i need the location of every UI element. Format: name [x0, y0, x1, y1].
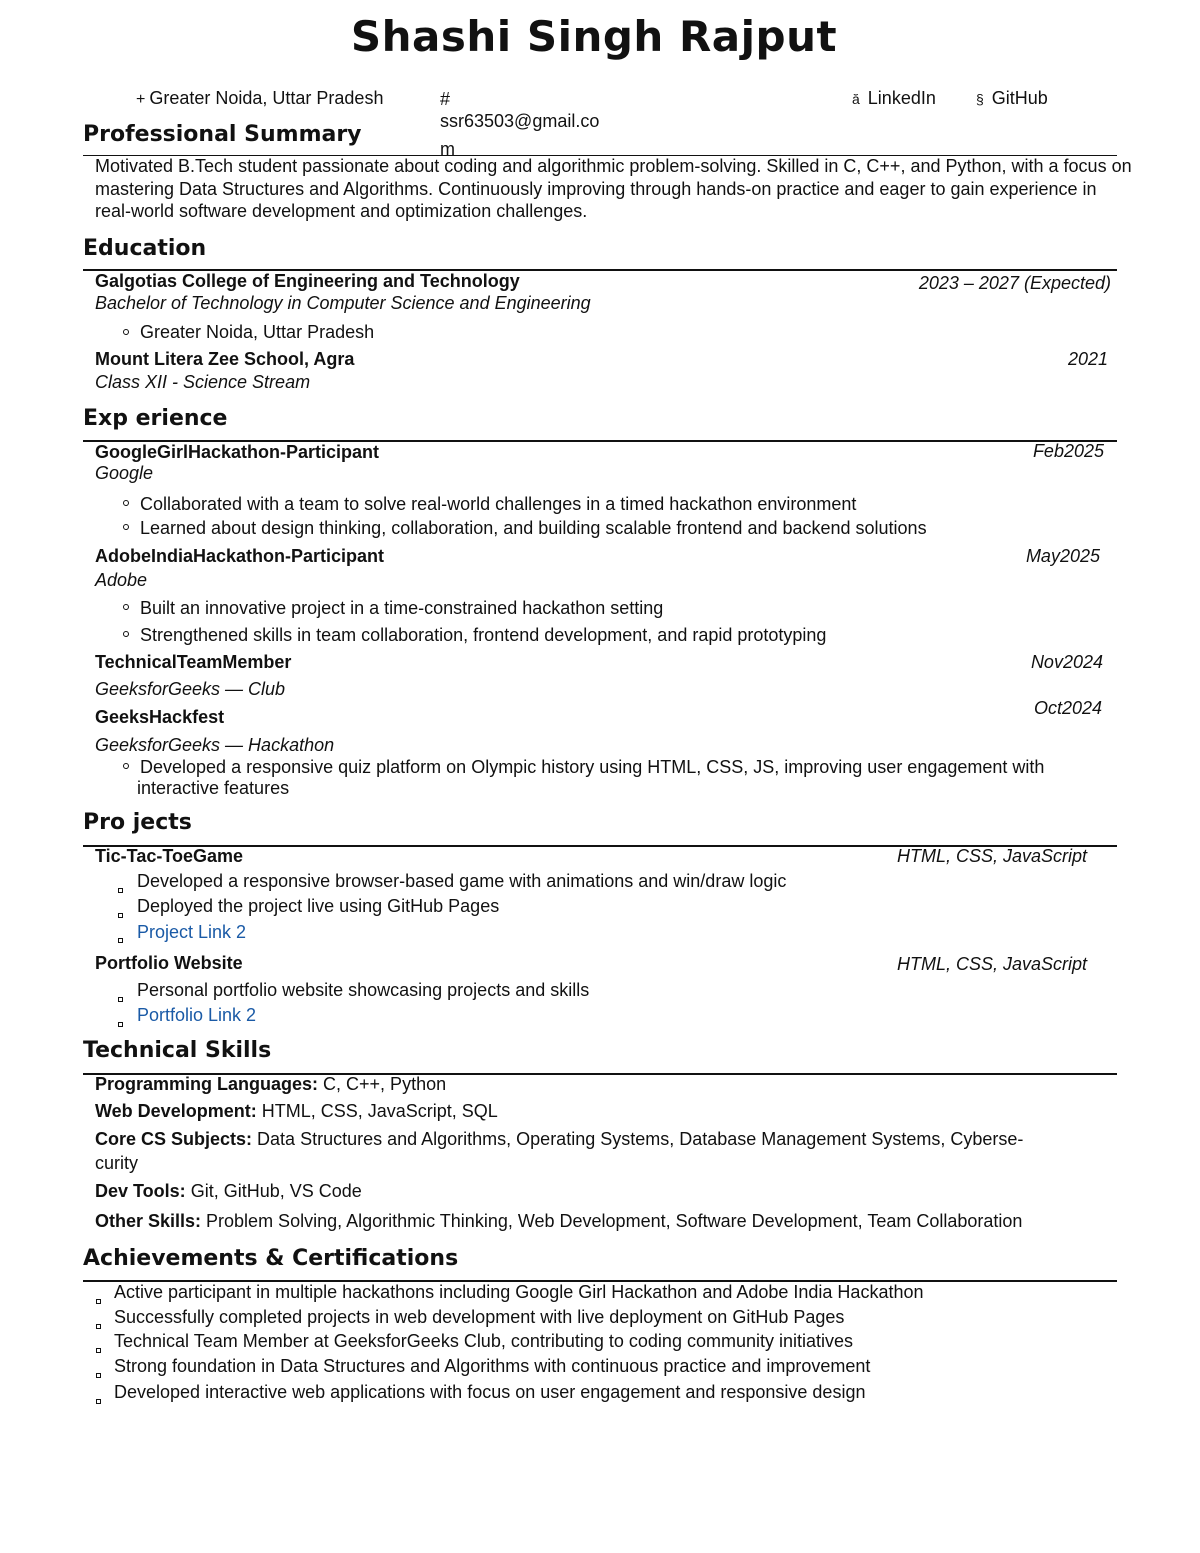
email-tail: m [440, 139, 455, 159]
edu-degree: Class XII - Science Stream [95, 372, 311, 392]
exp-bullet: Collaborated with a team to solve real-world challenges in a timed hackathon environment [140, 494, 857, 514]
project-bullet: Deployed the project live using GitHub Pages [137, 896, 500, 916]
exp-bullet: Built an innovative project in a time-constrained hackathon setting [140, 598, 664, 618]
exp-bullet-continued: interactive features [137, 778, 290, 798]
skill-label: Programming Languages: [95, 1074, 319, 1094]
exp-date: May2025 [1025, 546, 1100, 566]
exp-date: Feb2025 [1032, 441, 1104, 461]
achievement-item: Technical Team Member at GeeksforGeeks Club, contributing to coding community initiatives [114, 1331, 854, 1351]
bullet-circle-icon [123, 524, 129, 530]
bullet-square-icon [118, 997, 123, 1002]
exp-date: Nov2024 [1030, 652, 1103, 672]
project-bullet: Personal portfolio website showcasing projects and skills [137, 980, 590, 1000]
skill-row [95, 1129, 1023, 1150]
exp-role: AdobeIndiaHackathon-Participant [95, 546, 385, 566]
resume-name: Shashi Singh Rajput [350, 12, 838, 61]
github-icon: § [976, 91, 984, 107]
skill-row [95, 1181, 362, 1202]
project-name: Portfolio Website [95, 953, 243, 973]
edu-bullet: Greater Noida, Uttar Pradesh [140, 322, 375, 342]
edu-degree: Bachelor of Technology in Computer Science and Engineering [95, 293, 591, 313]
location-icon: + [136, 91, 146, 108]
email-icon: # [440, 89, 451, 109]
location-text: Greater Noida, Uttar Pradesh [149, 88, 384, 108]
edu-school: Galgotias College of Engineering and Technology [95, 271, 520, 291]
summary-text: Motivated B.Tech student passionate about coding and algorithmic problem-solving. Skilled in C, C++, and Python, with a focus on mastering Data Structures and Algorithms. Continuously improving through hands-on practice and eager to gain experience in real-world software development and optimization challenges. [95, 156, 1132, 221]
linkedin-icon: ă [852, 91, 860, 107]
skill-value: Problem Solving, Algorithmic Thinking, Web Development, Software Development, Team Collaboration [201, 1211, 1023, 1231]
bullet-square-icon [96, 1399, 101, 1404]
section-title-skills: Technical Skills [83, 1038, 272, 1063]
project-tech: HTML, CSS, JavaScript [896, 846, 1087, 866]
email-text[interactable]: ssr63503@gmail.co [440, 111, 600, 131]
project-link[interactable]: Project Link 2 [137, 922, 247, 942]
skill-label: Other Skills: [95, 1211, 202, 1231]
exp-bullet: Strengthened skills in team collaboration, frontend development, and rapid prototyping [140, 625, 827, 645]
portfolio-link[interactable]: Portfolio Link 2 [137, 1005, 257, 1025]
section-title-achievements: Achievements & Certifications [83, 1246, 459, 1271]
skill-value: C, C++, Python [318, 1074, 447, 1094]
contact-linkedin[interactable] [852, 88, 936, 109]
linkedin-link[interactable]: LinkedIn [867, 88, 936, 108]
section-title-experience: Exp erience [83, 406, 228, 431]
bullet-circle-icon [123, 500, 129, 506]
bullet-square-icon [118, 913, 123, 918]
exp-role: TechnicalTeamMember [95, 652, 292, 672]
achievement-item: Developed interactive web applications with focus on user engagement and responsive design [114, 1382, 866, 1402]
exp-org: GeeksforGeeks — Club [95, 679, 286, 699]
section-title-education: Education [83, 236, 207, 261]
exp-role: GoogleGirlHackathon-Participant [95, 442, 380, 462]
bullet-square-icon [96, 1373, 101, 1378]
project-name: Tic-Tac-ToeGame [95, 846, 244, 866]
skill-label: Dev Tools: [95, 1181, 186, 1201]
bullet-square-icon [118, 888, 123, 893]
skill-row [95, 1074, 446, 1095]
skill-label: Web Development: [95, 1101, 257, 1121]
contact-email[interactable] [440, 88, 640, 159]
skill-label: Core CS Subjects: [95, 1129, 253, 1149]
skill-value: HTML, CSS, JavaScript, SQL [256, 1101, 498, 1121]
bullet-square-icon [96, 1299, 101, 1304]
bullet-square-icon [96, 1324, 101, 1329]
achievement-item: Active participant in multiple hackathons including Google Girl Hackathon and Adobe India Hackathon [114, 1282, 924, 1302]
bullet-circle-icon [123, 763, 129, 769]
exp-org: Google [95, 463, 154, 483]
contact-github[interactable] [976, 88, 1048, 109]
exp-role: GeeksHackfest [95, 707, 225, 727]
edu-school: Mount Litera Zee School, Agra [95, 349, 355, 369]
achievement-item: Strong foundation in Data Structures and Algorithms with continuous practice and improvement [114, 1356, 871, 1376]
bullet-square-icon [118, 938, 123, 943]
exp-org: Adobe [95, 570, 148, 590]
exp-bullet: Developed a responsive quiz platform on Olympic history using HTML, CSS, JS, improving user engagement with [140, 757, 1045, 777]
project-bullet: Developed a responsive browser-based game with animations and win/draw logic [137, 871, 787, 891]
achievement-item: Successfully completed projects in web development with live deployment on GitHub Pages [114, 1307, 845, 1327]
section-title-projects: Pro jects [83, 810, 192, 835]
skill-row [95, 1211, 1022, 1232]
edu-date: 2023 – 2027 (Expected) [918, 273, 1111, 293]
skill-row-continued: curity [95, 1153, 139, 1173]
skill-row [95, 1101, 498, 1122]
bullet-square-icon [118, 1022, 123, 1027]
bullet-circle-icon [123, 631, 129, 637]
bullet-square-icon [96, 1348, 101, 1353]
project-tech: HTML, CSS, JavaScript [896, 954, 1087, 974]
exp-bullet: Learned about design thinking, collaboration, and building scalable frontend and backend solutions [140, 518, 927, 538]
skill-value: Git, GitHub, VS Code [185, 1181, 362, 1201]
contact-location [136, 88, 383, 109]
exp-org: GeeksforGeeks — Hackathon [95, 735, 335, 755]
bullet-circle-icon [123, 329, 129, 335]
bullet-circle-icon [123, 604, 129, 610]
skill-value: Data Structures and Algorithms, Operating Systems, Database Management Systems, Cyberse- [252, 1129, 1024, 1149]
github-link[interactable]: GitHub [991, 88, 1048, 108]
exp-date: Oct2024 [1033, 698, 1102, 718]
edu-date: 2021 [1067, 349, 1108, 369]
section-title-summary: Professional Summary [83, 122, 362, 147]
